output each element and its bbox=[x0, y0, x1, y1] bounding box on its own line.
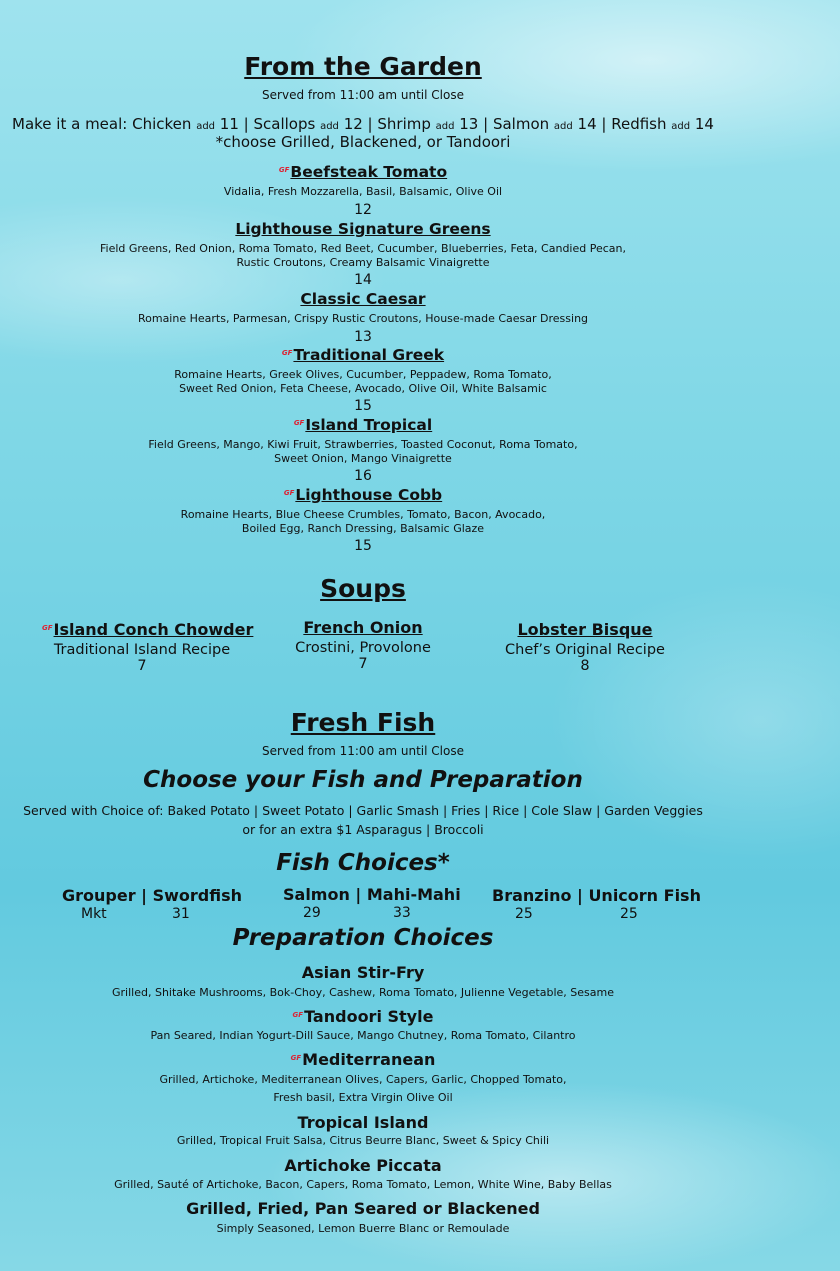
soup-description: Traditional Island Recipe bbox=[53, 642, 231, 658]
make-it-a-meal-line bbox=[0, 115, 766, 133]
prep-grilled-fried-pan-seared-blackened: Grilled, Fried, Pan Seared or Blackened bbox=[186, 1199, 540, 1218]
meal-shrimp: Shrimp bbox=[377, 115, 431, 133]
meal-preparation-note: *choose Grilled, Blackened, or Tandoori bbox=[215, 133, 511, 151]
soup-name: French Onion bbox=[303, 618, 423, 637]
soup-island-conch-chowder bbox=[42, 620, 254, 674]
dish-price: 15 bbox=[354, 398, 372, 414]
meal-scallops-price: 12 bbox=[343, 115, 363, 133]
prep-name: Mediterranean bbox=[302, 1050, 436, 1069]
dish-price: 13 bbox=[354, 329, 372, 345]
fish-choice-branzino-unicorn: Branzino | Unicorn Fish bbox=[492, 886, 701, 905]
prep-tropical-island: Tropical Island bbox=[297, 1113, 429, 1132]
meal-separator: | bbox=[362, 115, 378, 133]
meal-separator: | bbox=[478, 115, 493, 133]
meal-redfish-price: 14 bbox=[694, 115, 714, 133]
prep-description: Pan Seared, Indian Yogurt-Dill Sauce, Mango Chutney, Roma Tomato, Cilantro bbox=[150, 1029, 576, 1042]
dish-description: Field Greens, Mango, Kiwi Fruit, Strawberries, Toasted Coconut, Roma Tomato, bbox=[148, 438, 578, 451]
prep-mediterranean bbox=[0, 1050, 726, 1069]
dish-description: Romaine Hearts, Greek Olives, Cucumber, Peppadew, Roma Tomato, bbox=[174, 368, 552, 381]
dish-name: Lighthouse Cobb bbox=[295, 486, 443, 504]
soup-description: Crostini, Provolone bbox=[295, 640, 431, 656]
dish-name: Classic Caesar bbox=[300, 290, 426, 308]
garden-hours: Served from 11:00 am until Close bbox=[262, 88, 464, 102]
prep-description: Grilled, Sauté of Artichoke, Bacon, Capers, Roma Tomato, Lemon, White Wine, Baby Bellas bbox=[114, 1178, 612, 1191]
dish-description: Romaine Hearts, Parmesan, Crispy Rustic Croutons, House-made Caesar Dressing bbox=[137, 312, 589, 325]
dish-lighthouse-signature-greens bbox=[0, 220, 726, 238]
meal-add-label: add bbox=[435, 121, 455, 132]
soup-description: Chef’s Original Recipe bbox=[505, 642, 665, 658]
dish-description-line2: Boiled Egg, Ranch Dressing, Balsamic Glaze bbox=[241, 522, 485, 535]
meal-redfish: Redfish bbox=[611, 115, 667, 133]
dish-price: 12 bbox=[354, 202, 372, 218]
prep-artichoke-piccata: Artichoke Piccata bbox=[284, 1156, 442, 1175]
dish-description: Romaine Hearts, Blue Cheese Crumbles, Tomato, Bacon, Avocado, bbox=[180, 508, 546, 521]
fish-price-unicorn: 25 bbox=[620, 906, 638, 922]
fish-price-salmon: 29 bbox=[303, 905, 321, 921]
fish-price-grouper: Mkt bbox=[81, 906, 107, 922]
meal-chicken: Chicken bbox=[132, 115, 192, 133]
soups-title: Soups bbox=[320, 574, 406, 603]
dish-name: Lighthouse Signature Greens bbox=[235, 220, 491, 238]
dish-price: 14 bbox=[354, 272, 372, 288]
prep-tandoori-style bbox=[0, 1007, 726, 1026]
fish-choice-grouper-swordfish: Grouper | Swordfish bbox=[62, 886, 242, 905]
meal-add-label: add bbox=[196, 121, 216, 132]
dish-description: Vidalia, Fresh Mozzarella, Basil, Balsamic, Olive Oil bbox=[223, 185, 503, 198]
dish-name: Beefsteak Tomato bbox=[290, 163, 448, 181]
meal-scallops: Scallops bbox=[253, 115, 316, 133]
soup-name: Lobster Bisque bbox=[517, 620, 653, 639]
dish-price: 16 bbox=[354, 468, 372, 484]
meal-add-label: add bbox=[671, 121, 691, 132]
soup-name-text: Island Conch Chowder bbox=[53, 620, 254, 639]
fish-price-swordfish: 31 bbox=[172, 906, 190, 922]
fish-price-branzino: 25 bbox=[515, 906, 533, 922]
dish-traditional-greek bbox=[0, 346, 726, 364]
prep-name: Tandoori Style bbox=[304, 1007, 434, 1026]
prep-description: Grilled, Artichoke, Mediterranean Olives, Capers, Garlic, Chopped Tomato, bbox=[159, 1073, 567, 1086]
prep-description: Grilled, Tropical Fruit Salsa, Citrus Beurre Blanc, Sweet & Spicy Chili bbox=[176, 1134, 550, 1147]
gluten-free-badge: GF bbox=[292, 1011, 304, 1019]
dish-classic-caesar bbox=[0, 290, 726, 308]
gluten-free-badge: GF bbox=[290, 1054, 302, 1062]
fish-choice-salmon-mahi: Salmon | Mahi-Mahi bbox=[283, 885, 461, 904]
choose-fish-heading: Choose your Fish and Preparation bbox=[143, 767, 583, 793]
fresh-fish-title: Fresh Fish bbox=[290, 708, 436, 737]
soup-price: 8 bbox=[580, 658, 590, 674]
dish-description-line2: Sweet Onion, Mango Vinaigrette bbox=[274, 452, 452, 465]
meal-salmon-price: 14 bbox=[577, 115, 597, 133]
soup-lobster-bisque bbox=[485, 620, 685, 674]
dish-lighthouse-cobb bbox=[0, 486, 726, 504]
dish-price: 15 bbox=[354, 538, 372, 554]
dish-description: Field Greens, Red Onion, Roma Tomato, Red Beet, Cucumber, Blueberries, Feta, Candied Pecan, bbox=[99, 242, 626, 255]
meal-add-label: add bbox=[320, 121, 339, 132]
gluten-free-badge: GF bbox=[42, 624, 53, 632]
soup-price: 7 bbox=[137, 658, 147, 674]
prep-description: Grilled, Shitake Mushrooms, Bok-Choy, Cashew, Roma Tomato, Julienne Vegetable, Sesame bbox=[112, 986, 614, 999]
prep-description-line2: Fresh basil, Extra Virgin Olive Oil bbox=[273, 1091, 453, 1104]
soup-french-onion bbox=[263, 618, 463, 672]
fish-hours: Served from 11:00 am until Close bbox=[262, 744, 464, 758]
gluten-free-badge: GF bbox=[278, 166, 290, 174]
prep-description: Simply Seasoned, Lemon Buerre Blanc or Remoulade bbox=[216, 1222, 510, 1235]
sides-line: Served with Choice of: Baked Potato | Sweet Potato | Garlic Smash | Fries | Rice | Cole Slaw | Garden Veggies bbox=[23, 803, 703, 818]
meal-add-label: add bbox=[553, 121, 573, 132]
dish-name: Traditional Greek bbox=[293, 346, 445, 364]
preparation-choices-heading: Preparation Choices bbox=[232, 925, 494, 951]
garden-title: From the Garden bbox=[244, 52, 482, 81]
meal-separator: | bbox=[596, 115, 612, 133]
dish-description-line2: Rustic Croutons, Creamy Balsamic Vinaigrette bbox=[236, 256, 490, 269]
gluten-free-badge: GF bbox=[283, 489, 295, 497]
fish-choices-heading: Fish Choices* bbox=[276, 850, 450, 876]
soup-price: 7 bbox=[358, 656, 368, 672]
meal-shrimp-price: 13 bbox=[459, 115, 479, 133]
dish-name: Island Tropical bbox=[305, 416, 433, 434]
soup-name bbox=[42, 620, 254, 639]
meal-salmon: Salmon bbox=[492, 115, 550, 133]
gluten-free-badge: GF bbox=[293, 419, 305, 427]
gluten-free-badge: GF bbox=[281, 349, 293, 357]
meal-lead: Make it a meal: bbox=[12, 115, 133, 133]
meal-chicken-price: 11 bbox=[219, 115, 239, 133]
dish-beefsteak-tomato bbox=[0, 163, 726, 181]
sides-extra-line: or for an extra $1 Asparagus | Broccoli bbox=[242, 822, 484, 837]
dish-island-tropical bbox=[0, 416, 726, 434]
meal-separator: | bbox=[238, 115, 254, 133]
fish-price-mahi: 33 bbox=[393, 905, 411, 921]
dish-description-line2: Sweet Red Onion, Feta Cheese, Avocado, Olive Oil, White Balsamic bbox=[179, 382, 547, 395]
prep-asian-stir-fry: Asian Stir-Fry bbox=[301, 963, 425, 982]
